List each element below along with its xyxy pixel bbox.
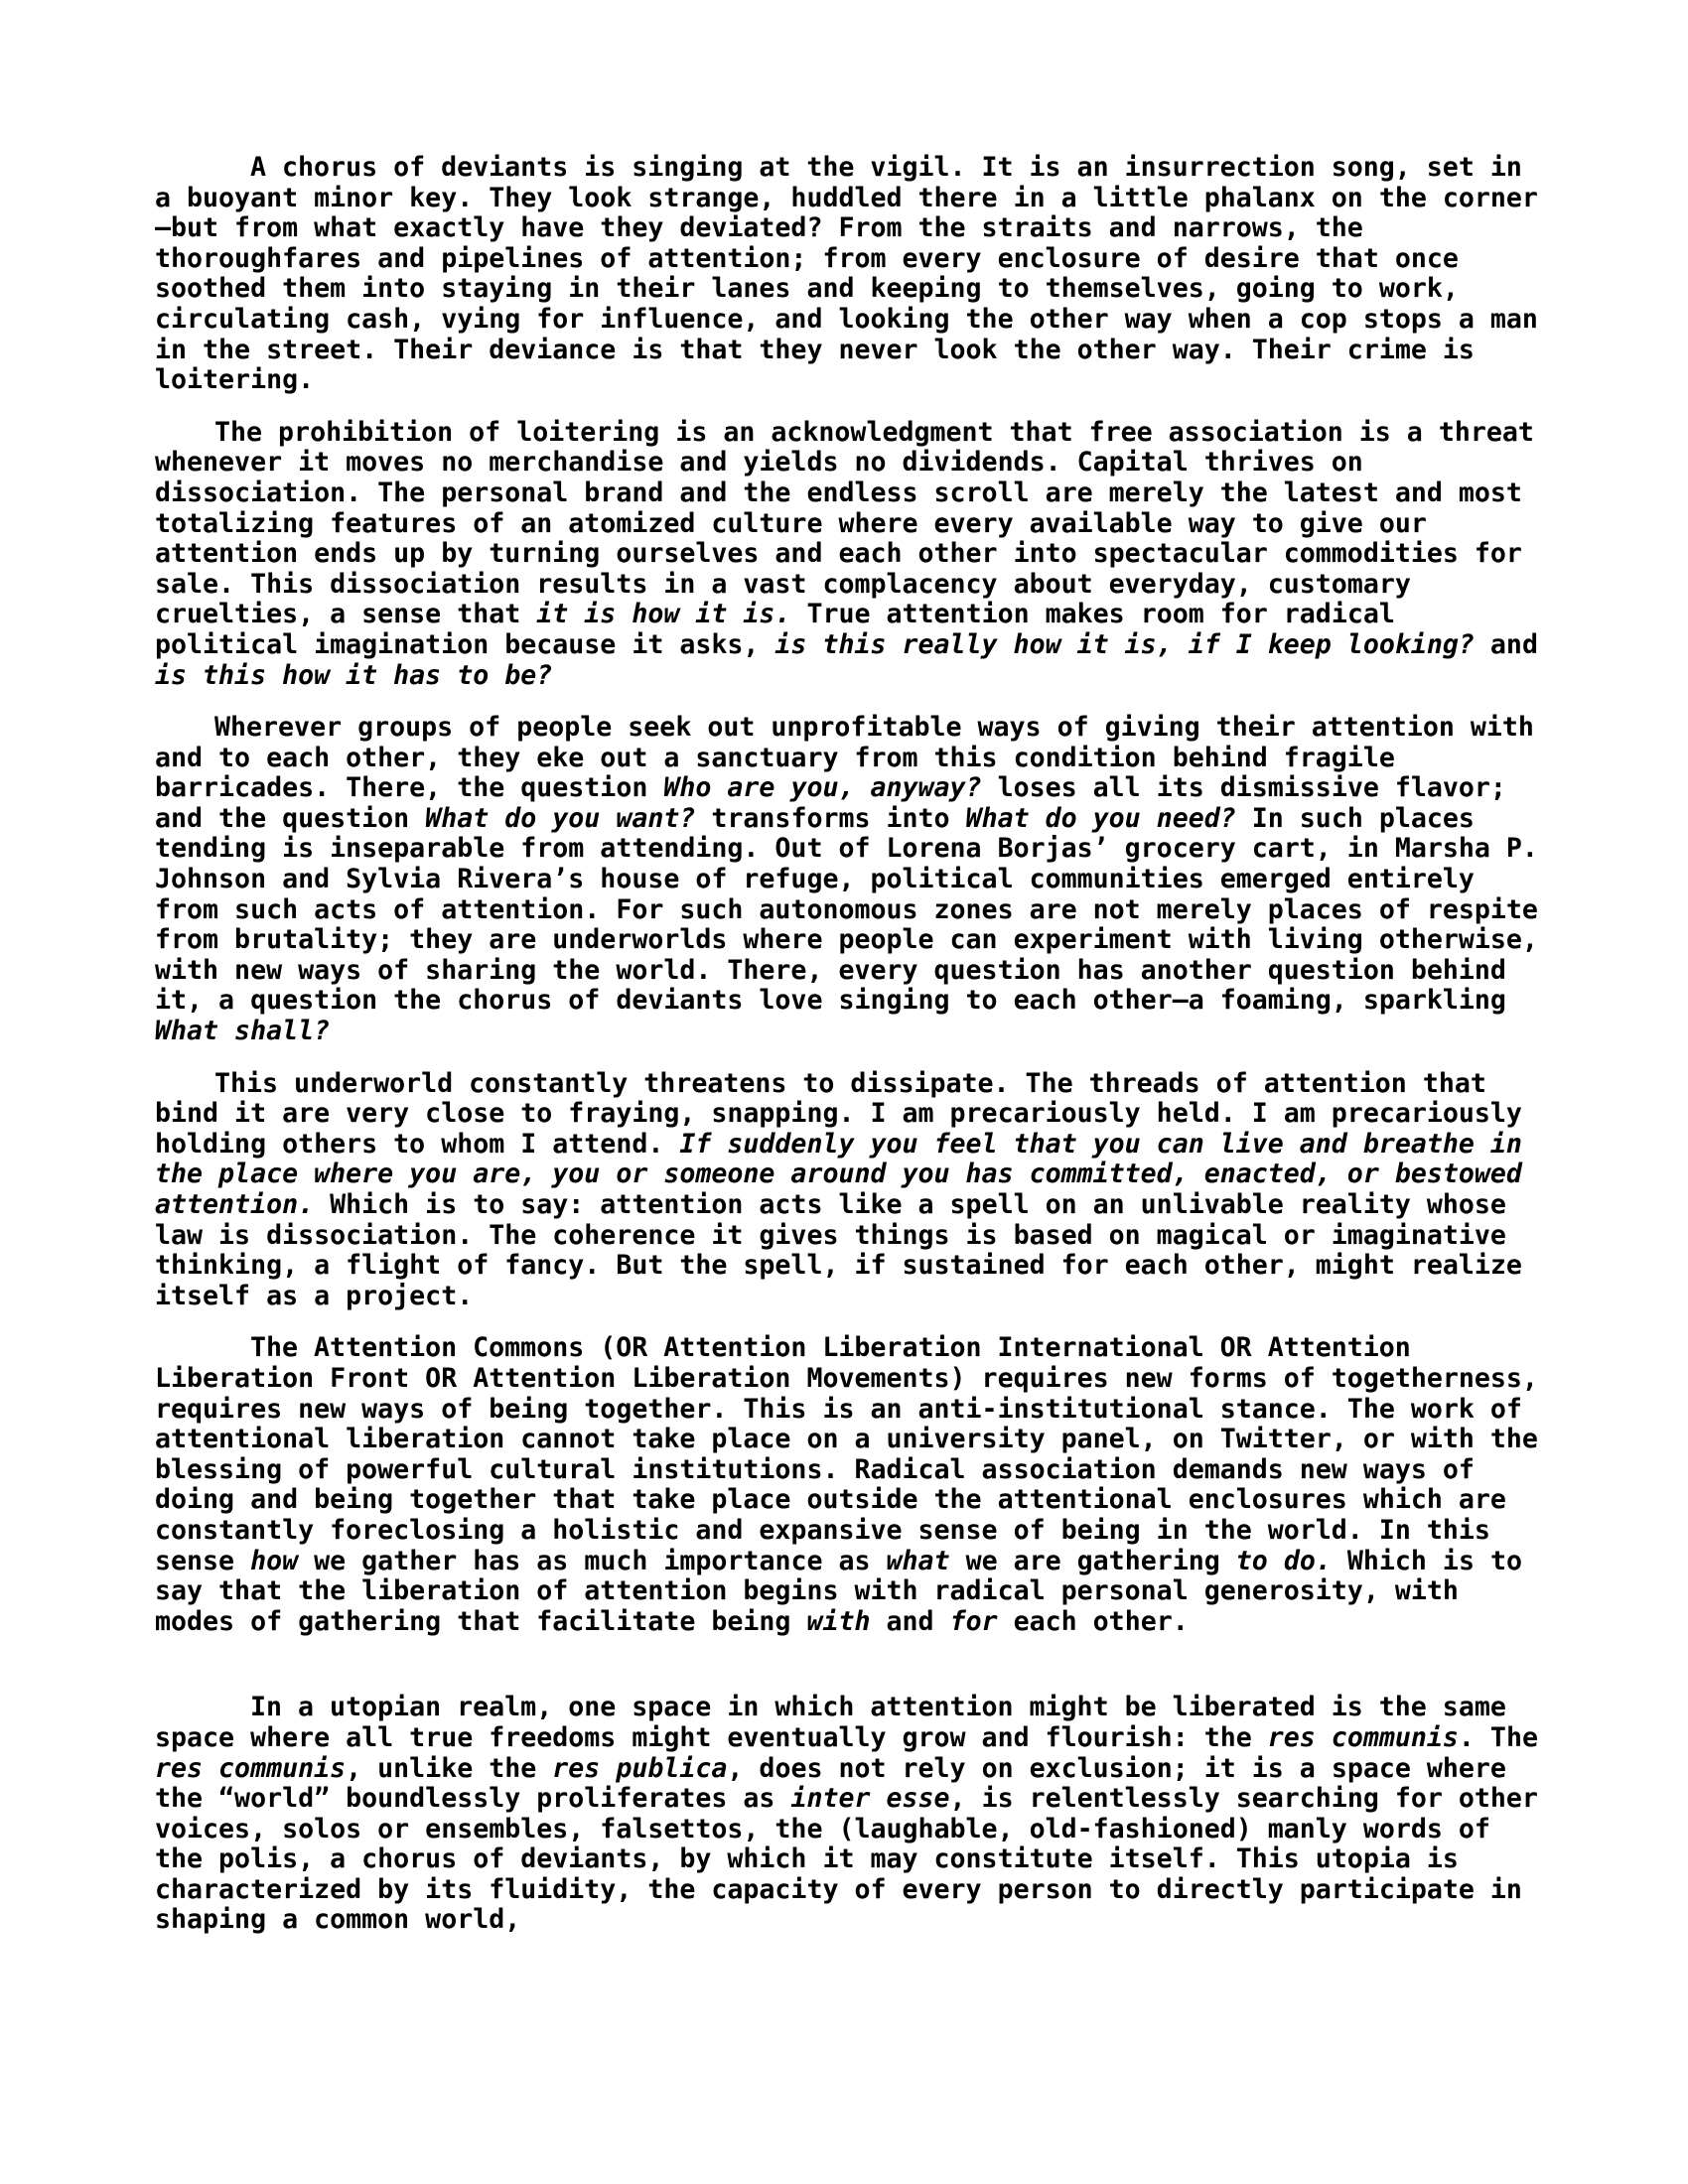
text-run: Which is to say: attention acts like a spell on an unlivable reality whose law is dissociation. The coherence it gives things is based on magical or imaginative thinking, a flight of fancy. But the spell, if sustained for each other, might realize itself as a project.	[155, 1189, 1522, 1311]
paragraph	[155, 418, 1539, 691]
paragraph-indent	[155, 152, 250, 183]
italic-text: inter esse	[790, 1783, 950, 1815]
italic-text: how	[250, 1545, 299, 1576]
text-run: and	[1474, 628, 1538, 660]
text-run: , unlike the	[346, 1752, 553, 1784]
paragraph	[155, 1693, 1539, 1936]
paragraph	[155, 1333, 1539, 1637]
italic-text: it is how it is.	[536, 599, 791, 630]
text-run: Which is to say that the liberation of attention begins with radical personal generosity, with modes of gathering that facilitate being	[155, 1545, 1522, 1637]
italic-text: What do you want?	[425, 802, 696, 834]
italic-text: res publica	[552, 1752, 728, 1784]
paragraph	[155, 713, 1539, 1047]
italic-text: is this how it has to be?	[155, 659, 553, 691]
italic-text: res communis	[1267, 1721, 1459, 1753]
paragraph-indent	[155, 712, 214, 743]
text-run: and	[870, 1605, 950, 1637]
text-run: The prohibition of loitering is an acknowledgment that free association is a threat whenever it moves no merchandise and yields no dividends. Capital thrives on dissociation. The personal brand and the endless scroll are merely the latest and most totalizing features of an atomized culture where every available way to give our attention ends up by turning ourselves and each other into spectacular commodities for sale. This dissociation results in a vast complacency about everyday, customary cruelties, a sense that	[155, 416, 1534, 630]
paragraph	[155, 153, 1539, 396]
text-run: transforms into	[695, 802, 966, 834]
italic-text: for	[949, 1605, 998, 1637]
text-run: Wherever groups of people seek out unprofitable ways of giving their attention with and to each other, they eke out a sanctuary from this condition behind fragile barricades. There, the question	[155, 712, 1534, 804]
paragraph-indent	[155, 417, 214, 448]
text-run: The Attention Commons (OR Attention Liberation International OR Attention Liberation Front OR Attention Liberation Movements) requires new forms of togetherness, requires new ways of being together. This is an anti-institutional stance. The work of attentional liberation cannot take place on a university panel, on Twitter, or with the blessing of powerful cultural institutions. Radical association demands new ways of doing and being together that take place outside the attentional enclosures which are constantly foreclosing a holistic and expansive sense of being in the world. In this sense	[155, 1332, 1538, 1576]
text-run: In a utopian realm, one space in which attention might be liberated is the same space where all true freedoms might eventually grow and flourish: the	[155, 1692, 1506, 1753]
paragraph-indent	[155, 1332, 250, 1363]
text-run: we are gathering	[949, 1545, 1236, 1576]
text-run: This underworld constantly threatens to dissipate. The threads of attention that bind it are very close to fraying, snapping. I am precariously held. I am precariously holding others to whom I attend.	[155, 1067, 1522, 1160]
text-run: True attention makes room for radical political imagination because it asks,	[155, 599, 1395, 660]
paragraph-indent	[155, 1692, 250, 1722]
italic-text: What do you need?	[965, 802, 1236, 834]
text-run: we gather has as much importance as	[298, 1545, 887, 1576]
italic-text: to do.	[1235, 1545, 1332, 1576]
text-run: each other.	[997, 1605, 1189, 1637]
italic-text: is this really how it is, if I keep looking?	[774, 628, 1475, 660]
italic-text: what	[886, 1545, 950, 1576]
text-run: , is relentlessly searching for other voices, solos or ensembles, falsettos, the (laughable, old-fashioned) manly words of the polis, a chorus of deviants, by which it may constitute itself. This utopia is characterized by its fluidity, the capacity of every person to directly participate in shaping a common world,	[155, 1783, 1538, 1936]
text-run: . The	[1458, 1721, 1538, 1753]
italic-text: with	[806, 1605, 871, 1637]
italic-text: res communis	[155, 1752, 347, 1784]
italic-text: What shall?	[155, 1016, 331, 1047]
text-run: A chorus of deviants is singing at the vigil. It is an insurrection song, set in a buoyant minor key. They look strange, huddled there in a little phalanx on the corner—but from what exactly have they deviated? From the straits and narrows, the thoroughfares and pipelines of attention; from every enclosure of desire that once soothed them into staying in their lanes and keeping to themselves, going to work, circulating cash, vying for influence, and looking the other way when a cop stops a man in the street. Their deviance is that they never look the other way. Their crime is loitering.	[155, 152, 1538, 396]
italic-text: If suddenly you feel that you can live and breathe in the place where you are, you or someone around you has committed, enacted, or bestowed attention.	[155, 1128, 1522, 1220]
text-run: , does not rely on exclusion; it is a space where the “world” boundlessly proliferates as	[155, 1752, 1506, 1815]
italic-text: Who are you, anyway?	[663, 772, 982, 804]
paragraph-indent	[155, 1068, 214, 1099]
paragraph	[155, 1069, 1539, 1312]
text-run: loses all its dismissive flavor; and the question	[155, 772, 1506, 834]
document-body	[155, 153, 1539, 1936]
text-run: In such places tending is inseparable from attending. Out of Lorena Borjas’ grocery cart, in Marsha P. Johnson and Sylvia Rivera’s house of refuge, political communities emerged entirely from such acts of attention. For such autonomous zones are not merely places of respite from brutality; they are underworlds where people can experiment with living otherwise, with new ways of sharing the world. There, every question has another question behind it, a question the chorus of deviants love singing to each other—a foaming, sparkling	[155, 802, 1538, 1017]
